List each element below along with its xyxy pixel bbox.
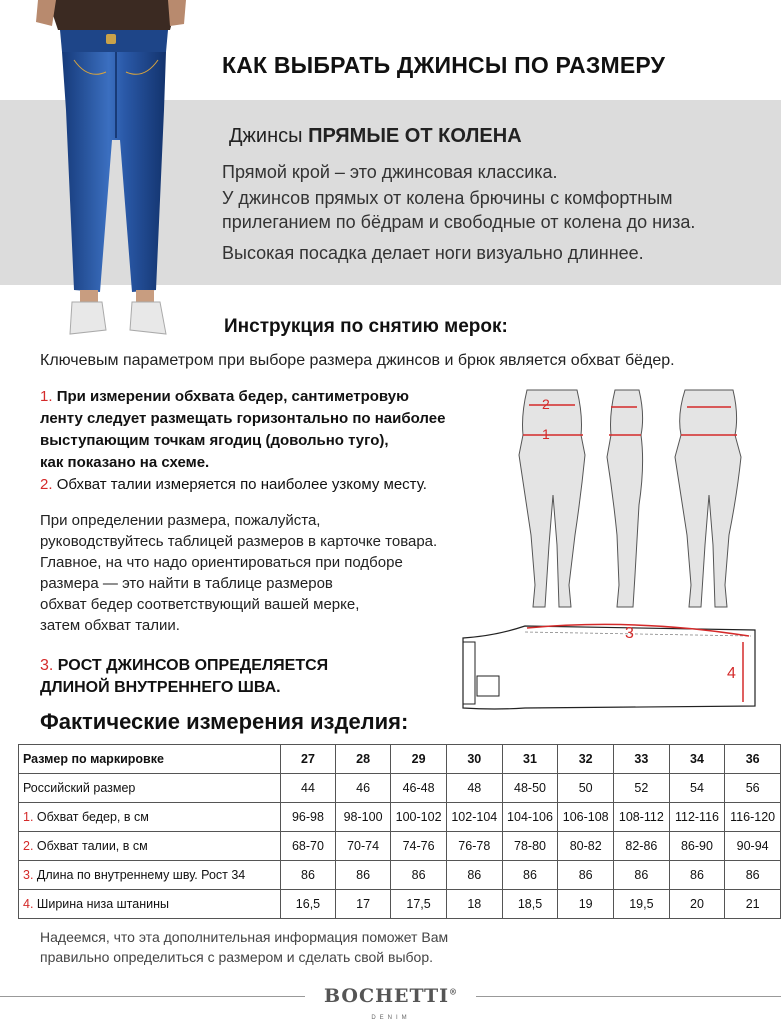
step-1-line	[40, 408, 445, 430]
size-advice-line: обхват бедер соответствующий вашей мерке,	[40, 596, 360, 613]
step-3-line	[40, 657, 328, 675]
page-title: КАК ВЫБРАТЬ ДЖИНСЫ ПО РАЗМЕРУ	[222, 52, 666, 78]
size-cell: 30	[446, 745, 502, 774]
table-cell: 68-70	[281, 832, 336, 861]
size-table	[18, 744, 781, 919]
table-cell: 100-102	[391, 803, 447, 832]
row-label-text: Российский размер	[23, 781, 136, 795]
brand-name: BOCHETTI	[323, 985, 449, 1007]
table-cell: 106-108	[558, 803, 614, 832]
table-cell: 46	[335, 774, 390, 803]
size-advice-line: При определении размера, пожалуйста,	[40, 512, 321, 529]
row-label	[19, 803, 281, 832]
table-cell: 90-94	[725, 832, 781, 861]
size-cell: 31	[502, 745, 558, 774]
table-cell: 102-104	[446, 803, 502, 832]
row-number: 3.	[23, 868, 34, 882]
table-cell: 86	[669, 861, 725, 890]
size-cell: 33	[614, 745, 670, 774]
step-2-line	[40, 474, 427, 496]
row-label	[19, 832, 281, 861]
table-cell: 48-50	[502, 774, 558, 803]
table-cell: 86	[335, 861, 390, 890]
table-cell: 74-76	[391, 832, 447, 861]
row-label	[19, 890, 281, 919]
step-1-line	[40, 386, 409, 408]
brand-reg-mark: ®	[449, 986, 458, 997]
step-1-text: выступающим точкам ягодиц (довольно туго),	[40, 432, 389, 449]
table-cell: 86	[558, 861, 614, 890]
step-3-line: ДЛИНОЙ ВНУТРЕННЕГО ШВА.	[40, 679, 281, 696]
step-3-text: РОСТ ДЖИНСОВ ОПРЕДЕЛЯЕТСЯ	[57, 657, 329, 674]
row-label-text: Ширина низа штанины	[33, 897, 169, 911]
size-cell: 32	[558, 745, 614, 774]
jeans-type-title	[229, 125, 522, 148]
brand-logo	[316, 985, 466, 1007]
table-cell: 76-78	[446, 832, 502, 861]
row-number: 4.	[23, 897, 34, 911]
step-2-text: Обхват талии измеряется по наиболее узкому месту.	[56, 476, 427, 493]
description-line: прилеганием по бёдрам и свободные от колена до низа.	[222, 212, 696, 232]
table-cell: 18,5	[502, 890, 558, 919]
table-cell: 86	[446, 861, 502, 890]
table-row	[19, 832, 781, 861]
step-1-line	[40, 430, 389, 452]
step-3-number: 3.	[40, 657, 54, 674]
table-cell: 44	[281, 774, 336, 803]
brand-subtitle: DENIM	[371, 1015, 411, 1021]
table-cell: 86-90	[669, 832, 725, 861]
step-1-number: 1.	[40, 388, 53, 405]
table-cell: 21	[725, 890, 781, 919]
step-1-text: ленту следует размещать горизонтально по наиболее	[40, 410, 446, 427]
description-line: Прямой крой – это джинсовая классика.	[222, 162, 558, 182]
table-cell: 86	[614, 861, 670, 890]
table-cell: 116-120	[725, 803, 781, 832]
instructions-title: Инструкция по снятию мерок:	[224, 316, 508, 337]
step-1-line	[40, 452, 209, 474]
description-line: Высокая посадка делает ноги визуально длиннее.	[222, 243, 644, 263]
table-cell: 108-112	[614, 803, 670, 832]
key-parameter-text: Ключевым параметром при выборе размера джинсов и брюк является обхват бёдер.	[40, 352, 675, 369]
step-1-text: При измерении обхвата бедер, сантиметровую	[56, 388, 409, 405]
row-label-text: Обхват талии, в см	[33, 839, 148, 853]
step-1-text: как показано на схеме.	[40, 454, 210, 471]
table-cell: 50	[558, 774, 614, 803]
row-number: 2.	[23, 839, 34, 853]
table-cell: 96-98	[281, 803, 336, 832]
size-advice-line: размера — это найти в таблице размеров	[40, 575, 333, 592]
footer-divider	[476, 996, 781, 997]
measurements-title: Фактические измерения изделия:	[40, 709, 409, 734]
footnote-line: Надеемся, что эта дополнительная информация поможет Вам	[40, 929, 449, 945]
table-cell: 16,5	[281, 890, 336, 919]
table-cell: 17,5	[391, 890, 447, 919]
jeans-length-diagram	[455, 618, 765, 718]
table-cell: 54	[669, 774, 725, 803]
footer-divider	[0, 996, 305, 997]
table-cell: 52	[614, 774, 670, 803]
table-cell: 19,5	[614, 890, 670, 919]
row-label-text: Длина по внутреннему шву. Рост 34	[33, 868, 246, 882]
table-cell: 48	[446, 774, 502, 803]
table-cell: 18	[446, 890, 502, 919]
table-header-row	[19, 745, 781, 774]
table-row	[19, 861, 781, 890]
step-2-number: 2.	[40, 476, 53, 493]
table-cell: 86	[281, 861, 336, 890]
table-cell: 112-116	[669, 803, 725, 832]
model-jeans-image	[28, 0, 198, 345]
hem-label: 4	[727, 665, 736, 682]
inseam-label: 3	[625, 625, 634, 642]
size-cell: 36	[725, 745, 781, 774]
footnote-line: правильно определиться с размером и сделать свой выбор.	[40, 949, 433, 965]
table-cell: 80-82	[558, 832, 614, 861]
table-row	[19, 890, 781, 919]
table-cell: 86	[725, 861, 781, 890]
row-label	[19, 861, 281, 890]
row-number: 1.	[23, 810, 34, 824]
table-cell: 70-74	[335, 832, 390, 861]
table-cell: 17	[335, 890, 390, 919]
size-cell: 29	[391, 745, 447, 774]
table-cell: 86	[391, 861, 447, 890]
size-advice-line: Главное, на что надо ориентироваться при подборе	[40, 554, 403, 571]
table-row	[19, 803, 781, 832]
table-cell: 104-106	[502, 803, 558, 832]
table-cell: 56	[725, 774, 781, 803]
waist-label: 2	[542, 396, 550, 412]
size-cell: 34	[669, 745, 725, 774]
size-advice-line: руководствуйтесь таблицей размеров в карточке товара.	[40, 533, 438, 550]
table-cell: 98-100	[335, 803, 390, 832]
jeans-type-prefix: Джинсы	[229, 125, 309, 147]
size-cell: 28	[335, 745, 390, 774]
table-cell: 82-86	[614, 832, 670, 861]
table-cell: 86	[502, 861, 558, 890]
table-cell: 46-48	[391, 774, 447, 803]
description-line: У джинсов прямых от колена брючины с комфортным	[222, 188, 673, 208]
row-label-text: Обхват бедер, в см	[33, 810, 149, 824]
size-advice-line: затем обхват талии.	[40, 617, 180, 634]
table-header-label: Размер по маркировке	[19, 745, 281, 774]
body-measurement-diagram	[505, 385, 775, 615]
hips-label: 1	[542, 426, 550, 442]
size-cell: 27	[281, 745, 336, 774]
table-cell: 78-80	[502, 832, 558, 861]
row-label	[19, 774, 281, 803]
table-cell: 20	[669, 890, 725, 919]
jeans-type-name: ПРЯМЫЕ ОТ КОЛЕНА	[308, 125, 522, 147]
table-row	[19, 774, 781, 803]
table-cell: 19	[558, 890, 614, 919]
